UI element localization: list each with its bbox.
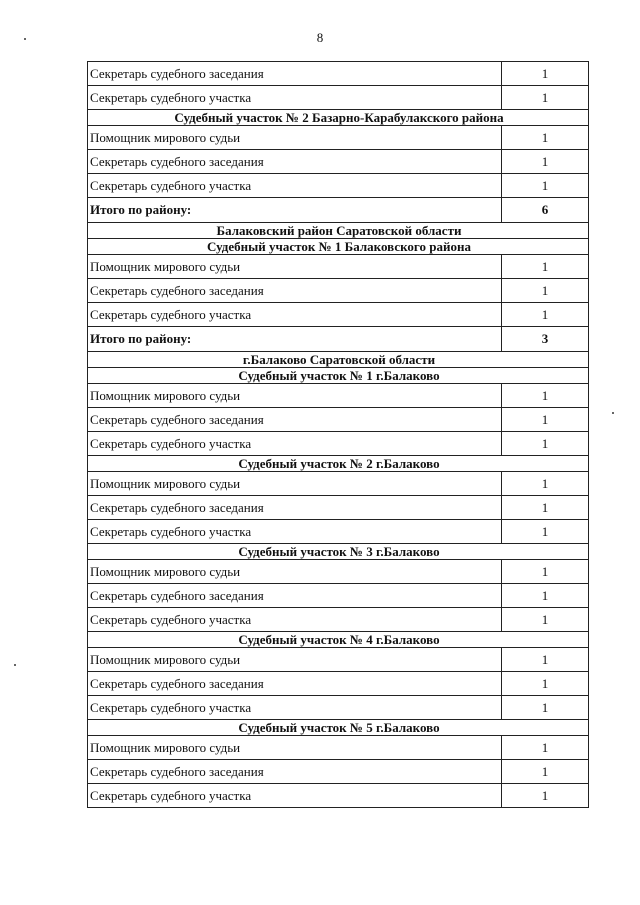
- page-number: 8: [316, 30, 324, 45]
- scan-speck: [612, 412, 614, 414]
- table-row: [88, 672, 589, 696]
- table-row: [88, 255, 589, 279]
- position-cell: Помощник мирового судьи: [88, 472, 502, 496]
- count-cell: 1: [502, 126, 589, 150]
- table-row: [88, 784, 589, 808]
- position-cell: Секретарь судебного участка: [88, 432, 502, 456]
- count-cell: 1: [502, 608, 589, 632]
- position-cell: Помощник мирового судьи: [88, 255, 502, 279]
- position-cell: Секретарь судебного заседания: [88, 496, 502, 520]
- position-cell: Помощник мирового судьи: [88, 384, 502, 408]
- total-row: [88, 198, 589, 223]
- table-row: [88, 648, 589, 672]
- count-cell: 1: [502, 408, 589, 432]
- scan-speck: [24, 38, 26, 40]
- section-header: Судебный участок № 5 г.Балаково: [88, 720, 589, 736]
- section-header: Судебный участок № 4 г.Балаково: [88, 632, 589, 648]
- position-cell: Секретарь судебного заседания: [88, 62, 502, 86]
- count-cell: 1: [502, 279, 589, 303]
- section-header-row: [88, 352, 589, 368]
- count-cell: 1: [502, 560, 589, 584]
- section-header-row: [88, 223, 589, 239]
- position-cell: Секретарь судебного заседания: [88, 672, 502, 696]
- table-row: [88, 760, 589, 784]
- section-header-row: [88, 720, 589, 736]
- position-cell: Помощник мирового судьи: [88, 560, 502, 584]
- count-cell: 1: [502, 760, 589, 784]
- section-header: Судебный участок № 1 Балаковского района: [88, 239, 589, 255]
- table-row: [88, 62, 589, 86]
- count-cell: 1: [502, 303, 589, 327]
- table-row: [88, 126, 589, 150]
- section-header: Судебный участок № 2 г.Балаково: [88, 456, 589, 472]
- table-row: [88, 736, 589, 760]
- total-count: 3: [502, 327, 589, 352]
- count-cell: 1: [502, 150, 589, 174]
- table-row: [88, 174, 589, 198]
- section-header-row: [88, 368, 589, 384]
- position-cell: Секретарь судебного участка: [88, 520, 502, 544]
- section-header-row: [88, 456, 589, 472]
- position-cell: Помощник мирового судьи: [88, 648, 502, 672]
- count-cell: 1: [502, 696, 589, 720]
- section-header: Балаковский район Саратовской области: [88, 223, 589, 239]
- table-row: [88, 384, 589, 408]
- count-cell: 1: [502, 174, 589, 198]
- table-row: [88, 520, 589, 544]
- count-cell: 1: [502, 784, 589, 808]
- count-cell: 1: [502, 496, 589, 520]
- position-cell: Помощник мирового судьи: [88, 736, 502, 760]
- position-cell: Секретарь судебного заседания: [88, 760, 502, 784]
- table-row: [88, 303, 589, 327]
- table-row: [88, 86, 589, 110]
- position-cell: Секретарь судебного участка: [88, 86, 502, 110]
- count-cell: 1: [502, 86, 589, 110]
- section-header-row: [88, 632, 589, 648]
- count-cell: 1: [502, 648, 589, 672]
- section-header: г.Балаково Саратовской области: [88, 352, 589, 368]
- table-row: [88, 279, 589, 303]
- section-header: Судебный участок № 1 г.Балаково: [88, 368, 589, 384]
- staff-table: [87, 61, 589, 808]
- position-cell: Секретарь судебного заседания: [88, 584, 502, 608]
- total-row: [88, 327, 589, 352]
- section-header-row: [88, 544, 589, 560]
- total-label: Итого по району:: [88, 198, 502, 223]
- table-row: [88, 696, 589, 720]
- table-row: [88, 408, 589, 432]
- count-cell: 1: [502, 672, 589, 696]
- table-row: [88, 472, 589, 496]
- section-header: Судебный участок № 2 Базарно-Карабулакского района: [88, 110, 589, 126]
- count-cell: 1: [502, 62, 589, 86]
- scan-speck: [14, 664, 16, 666]
- count-cell: 1: [502, 255, 589, 279]
- position-cell: Секретарь судебного заседания: [88, 408, 502, 432]
- section-header: Судебный участок № 3 г.Балаково: [88, 544, 589, 560]
- position-cell: Секретарь судебного участка: [88, 784, 502, 808]
- count-cell: 1: [502, 520, 589, 544]
- table-row: [88, 560, 589, 584]
- position-cell: Секретарь судебного участка: [88, 696, 502, 720]
- count-cell: 1: [502, 472, 589, 496]
- table-row: [88, 150, 589, 174]
- count-cell: 1: [502, 432, 589, 456]
- section-header-row: [88, 239, 589, 255]
- table-row: [88, 584, 589, 608]
- table-row: [88, 608, 589, 632]
- staff-table-body: [88, 62, 589, 808]
- position-cell: Помощник мирового судьи: [88, 126, 502, 150]
- table-row: [88, 496, 589, 520]
- total-label: Итого по району:: [88, 327, 502, 352]
- position-cell: Секретарь судебного заседания: [88, 279, 502, 303]
- count-cell: 1: [502, 584, 589, 608]
- total-count: 6: [502, 198, 589, 223]
- position-cell: Секретарь судебного участка: [88, 608, 502, 632]
- position-cell: Секретарь судебного участка: [88, 303, 502, 327]
- count-cell: 1: [502, 384, 589, 408]
- section-header-row: [88, 110, 589, 126]
- count-cell: 1: [502, 736, 589, 760]
- position-cell: Секретарь судебного заседания: [88, 150, 502, 174]
- table-row: [88, 432, 589, 456]
- position-cell: Секретарь судебного участка: [88, 174, 502, 198]
